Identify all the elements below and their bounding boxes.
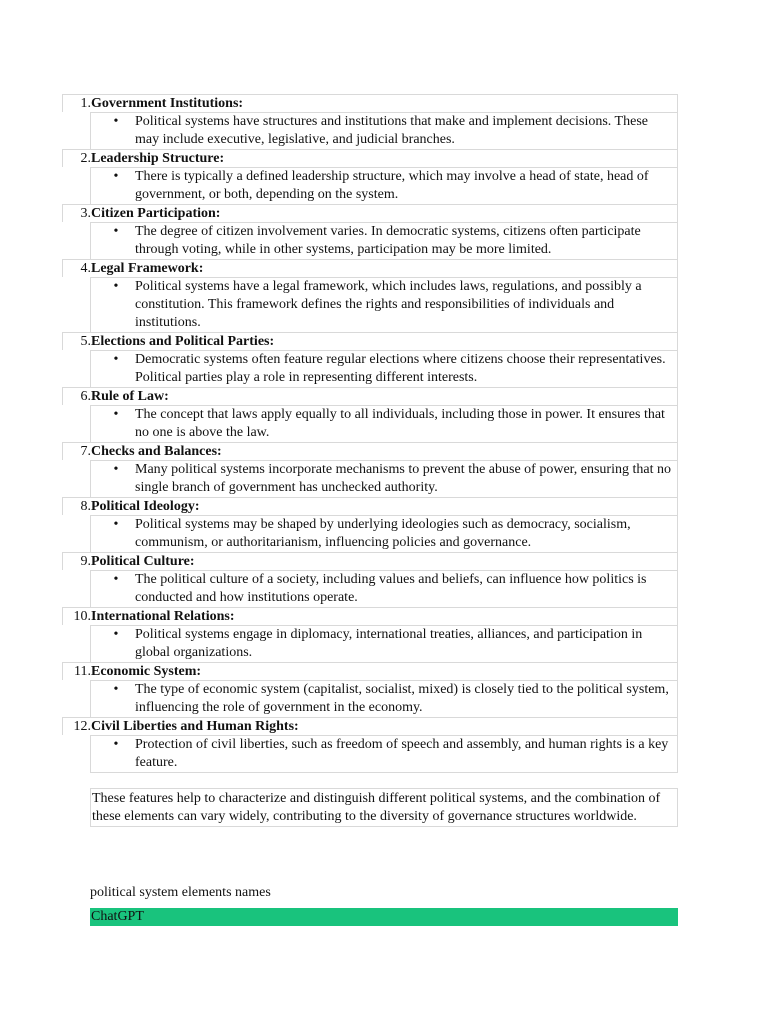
item-heading bbox=[62, 717, 678, 735]
bullet-icon: • bbox=[113, 407, 119, 422]
item-title: Civil Liberties and Human Rights: bbox=[91, 718, 299, 734]
item-description bbox=[90, 277, 678, 332]
bullet-icon: • bbox=[113, 352, 119, 367]
author-label: ChatGPT bbox=[91, 909, 144, 924]
item-text: Political systems may be shaped by underlying ideologies such as democracy, socialism, communism, or authoritarianism, influencing policies and governance. bbox=[135, 517, 631, 550]
item-title: Political Ideology: bbox=[91, 498, 200, 514]
item-number: 5. bbox=[80, 333, 91, 349]
item-heading bbox=[62, 497, 678, 515]
item-heading bbox=[62, 204, 678, 222]
item-title: Rule of Law: bbox=[91, 388, 169, 404]
bullet-icon: • bbox=[113, 169, 119, 184]
item-heading bbox=[62, 259, 678, 277]
item-number: 12. bbox=[73, 718, 91, 734]
list-item bbox=[62, 387, 678, 442]
item-heading bbox=[62, 442, 678, 460]
item-number: 9. bbox=[80, 553, 91, 569]
chatgpt-author-bar bbox=[90, 908, 678, 926]
item-title: International Relations: bbox=[91, 608, 235, 624]
item-text: There is typically a defined leadership structure, which may involve a head of state, head of government, or both, depending on the system. bbox=[135, 169, 649, 202]
item-heading bbox=[62, 332, 678, 350]
item-description bbox=[90, 680, 678, 717]
bullet-icon: • bbox=[113, 114, 119, 129]
bullet-icon: • bbox=[113, 737, 119, 752]
item-text: Many political systems incorporate mechanisms to prevent the abuse of power, ensuring that no single branch of government has unchecked authority. bbox=[135, 462, 671, 495]
item-description bbox=[90, 350, 678, 387]
item-number: 10. bbox=[73, 608, 91, 624]
bullet-icon: • bbox=[113, 627, 119, 642]
item-heading bbox=[62, 149, 678, 167]
list-item bbox=[62, 497, 678, 552]
list-item bbox=[62, 607, 678, 662]
bullet-icon: • bbox=[113, 224, 119, 239]
item-title: Checks and Balances: bbox=[91, 443, 222, 459]
bullet-icon: • bbox=[113, 517, 119, 532]
item-number: 2. bbox=[80, 150, 91, 166]
item-title: Economic System: bbox=[91, 663, 202, 679]
bullet-icon: • bbox=[113, 682, 119, 697]
list-item bbox=[62, 662, 678, 717]
item-description bbox=[90, 570, 678, 607]
item-description bbox=[90, 405, 678, 442]
item-text: The type of economic system (capitalist, socialist, mixed) is closely tied to the political system, influencing the role of government in the economy. bbox=[135, 682, 669, 715]
item-number: 7. bbox=[80, 443, 91, 459]
features-list bbox=[62, 94, 678, 773]
list-item bbox=[62, 204, 678, 259]
list-item bbox=[62, 442, 678, 497]
item-description bbox=[90, 112, 678, 149]
bullet-icon: • bbox=[113, 279, 119, 294]
item-description bbox=[90, 625, 678, 662]
item-title: Government Institutions: bbox=[91, 95, 244, 111]
list-item bbox=[62, 717, 678, 772]
item-number: 4. bbox=[80, 260, 91, 276]
item-heading bbox=[62, 94, 678, 112]
list-bottom-border bbox=[90, 772, 678, 773]
item-title: Political Culture: bbox=[91, 553, 195, 569]
bullet-icon: • bbox=[113, 462, 119, 477]
summary-paragraph: These features help to characterize and distinguish different political systems, and the combination of these elements can vary widely, contributing to the diversity of governance structures worldwide. bbox=[90, 788, 678, 827]
item-text: Political systems have a legal framework, which includes laws, regulations, and possibly a constitution. This framework defines the rights and responsibilities of individuals and institutions. bbox=[135, 279, 642, 330]
item-text: The degree of citizen involvement varies. In democratic systems, citizens often participate through voting, while in other systems, participation may be more limited. bbox=[135, 224, 641, 257]
item-text: Democratic systems often feature regular elections where citizens choose their representatives. Political parties play a role in representing different interests. bbox=[135, 352, 666, 385]
item-number: 8. bbox=[80, 498, 91, 514]
user-prompt: political system elements names bbox=[90, 885, 271, 900]
item-text: The political culture of a society, including values and beliefs, can influence how politics is conducted and how institutions operate. bbox=[135, 572, 647, 605]
list-item bbox=[62, 94, 678, 149]
item-description bbox=[90, 222, 678, 259]
list-item bbox=[62, 332, 678, 387]
bullet-icon: • bbox=[113, 572, 119, 587]
list-item bbox=[62, 552, 678, 607]
item-text: Protection of civil liberties, such as freedom of speech and assembly, and human rights is a key feature. bbox=[135, 737, 669, 770]
item-description bbox=[90, 167, 678, 204]
item-title: Citizen Participation: bbox=[91, 205, 221, 221]
item-title: Elections and Political Parties: bbox=[91, 333, 275, 349]
item-text: Political systems engage in diplomacy, international treaties, alliances, and participation in global organizations. bbox=[135, 627, 643, 660]
item-text: The concept that laws apply equally to all individuals, including those in power. It ensures that no one is above the law. bbox=[135, 407, 665, 440]
list-item bbox=[62, 149, 678, 204]
item-description bbox=[90, 460, 678, 497]
item-number: 1. bbox=[80, 95, 91, 111]
list-item bbox=[62, 259, 678, 332]
item-number: 6. bbox=[80, 388, 91, 404]
item-heading bbox=[62, 552, 678, 570]
item-heading bbox=[62, 387, 678, 405]
item-description bbox=[90, 735, 678, 772]
item-title: Leadership Structure: bbox=[91, 150, 225, 166]
item-number: 3. bbox=[80, 205, 91, 221]
item-description bbox=[90, 515, 678, 552]
item-title: Legal Framework: bbox=[91, 260, 204, 276]
item-text: Political systems have structures and institutions that make and implement decisions. These may include executive, legislative, and judicial branches. bbox=[135, 114, 648, 147]
item-number: 11. bbox=[74, 663, 91, 679]
item-heading bbox=[62, 662, 678, 680]
item-heading bbox=[62, 607, 678, 625]
